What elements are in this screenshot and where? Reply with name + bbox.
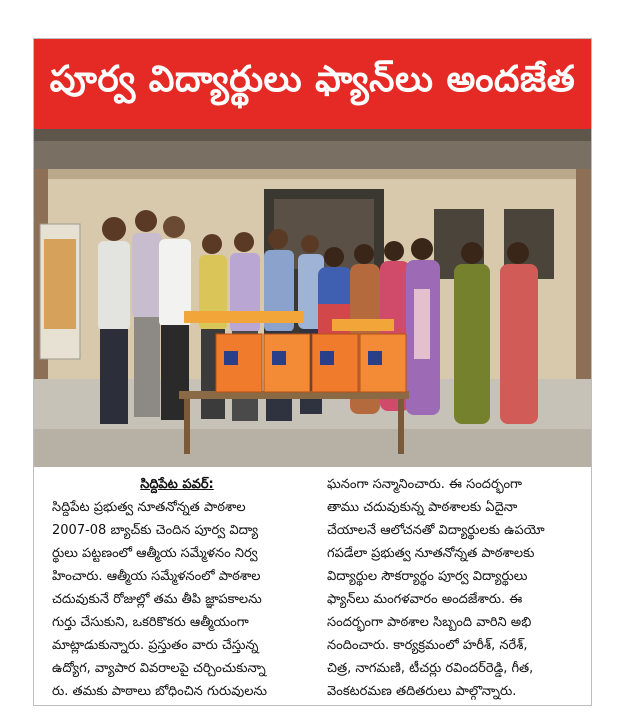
text-line: వెంకటరమణ తదితరులు పాల్గొన్నారు. — [327, 684, 517, 699]
text-line: చేయాలనే ఆలోచనతో విద్యార్థులకు ఉపయో — [327, 523, 545, 538]
article-body — [52, 473, 577, 703]
article-column-right — [327, 473, 577, 703]
text-line: మాట్లాడుకున్నారు. ప్రస్తుతం వారు చేస్తున్న — [52, 638, 259, 653]
text-line: గుర్తు చేసుకుని, ఒకరికొకరు ఆత్మీయంగా — [52, 615, 249, 630]
group-photo-illustration — [34, 129, 591, 467]
text-line: ర్థులు పట్టణంలో ఆత్మీయ సమ్మేళనం నిర్వ — [52, 546, 258, 561]
text-line: సందర్భంగా పాఠశాల సిబ్బంది వారిని అభి — [327, 615, 532, 630]
dateline: సిద్దిపేట పవర్: — [140, 477, 214, 492]
text-line: హించారు. ఆత్మీయ సమ్మేళనంలో పాఠశాల — [52, 569, 261, 584]
text-line: తాము చదువుకున్న పాఠశాలకు ఏదైనా — [327, 500, 518, 515]
headline-text: పూర్వ విద్యార్థులు ఫ్యాన్‌లు అందజేత — [49, 59, 576, 100]
text-line: ఫ్యాన్‌లు మంగళవారం అందజేశారు. ఈ — [327, 592, 523, 607]
text-line: చిత్ర, నాగమణి, టీచర్లు రవిందర్‌రెడ్డి, గీత, — [327, 661, 534, 676]
text-line: విద్యార్థుల సౌకర్యార్థం పూర్వ విద్యార్థులు — [327, 569, 528, 584]
text-line: సిద్దిపేట ప్రభుత్వ నూతనోన్నత పాఠశాల — [52, 500, 246, 515]
article-column-left — [52, 473, 302, 703]
text-line: ఘనంగా సన్మానించారు. ఈ సందర్భంగా — [327, 477, 523, 492]
news-photo — [34, 129, 591, 467]
text-line: 2007-08 బ్యాచ్‌కు చెందిన పూర్వ విద్యా — [52, 523, 259, 538]
text-line: ఉద్యోగ, వ్యాపార వివరాలపై చర్చించుకున్నా — [52, 661, 266, 676]
text-line: చదువుకునే రోజుల్లో తమ తీపి జ్ఞాపకాలను — [52, 592, 262, 607]
text-line: గపడేలా ప్రభుత్వ నూతనోన్నత పాఠశాలకు — [327, 546, 535, 561]
headline-banner — [34, 39, 591, 129]
text-line: రు. తమకు పాఠాలు బోధించిన గురువులను — [52, 684, 268, 699]
news-clipping — [33, 38, 592, 706]
text-line: నందించారు. కార్యక్రమంలో హరీశ్, నరేశ్, — [327, 638, 528, 653]
